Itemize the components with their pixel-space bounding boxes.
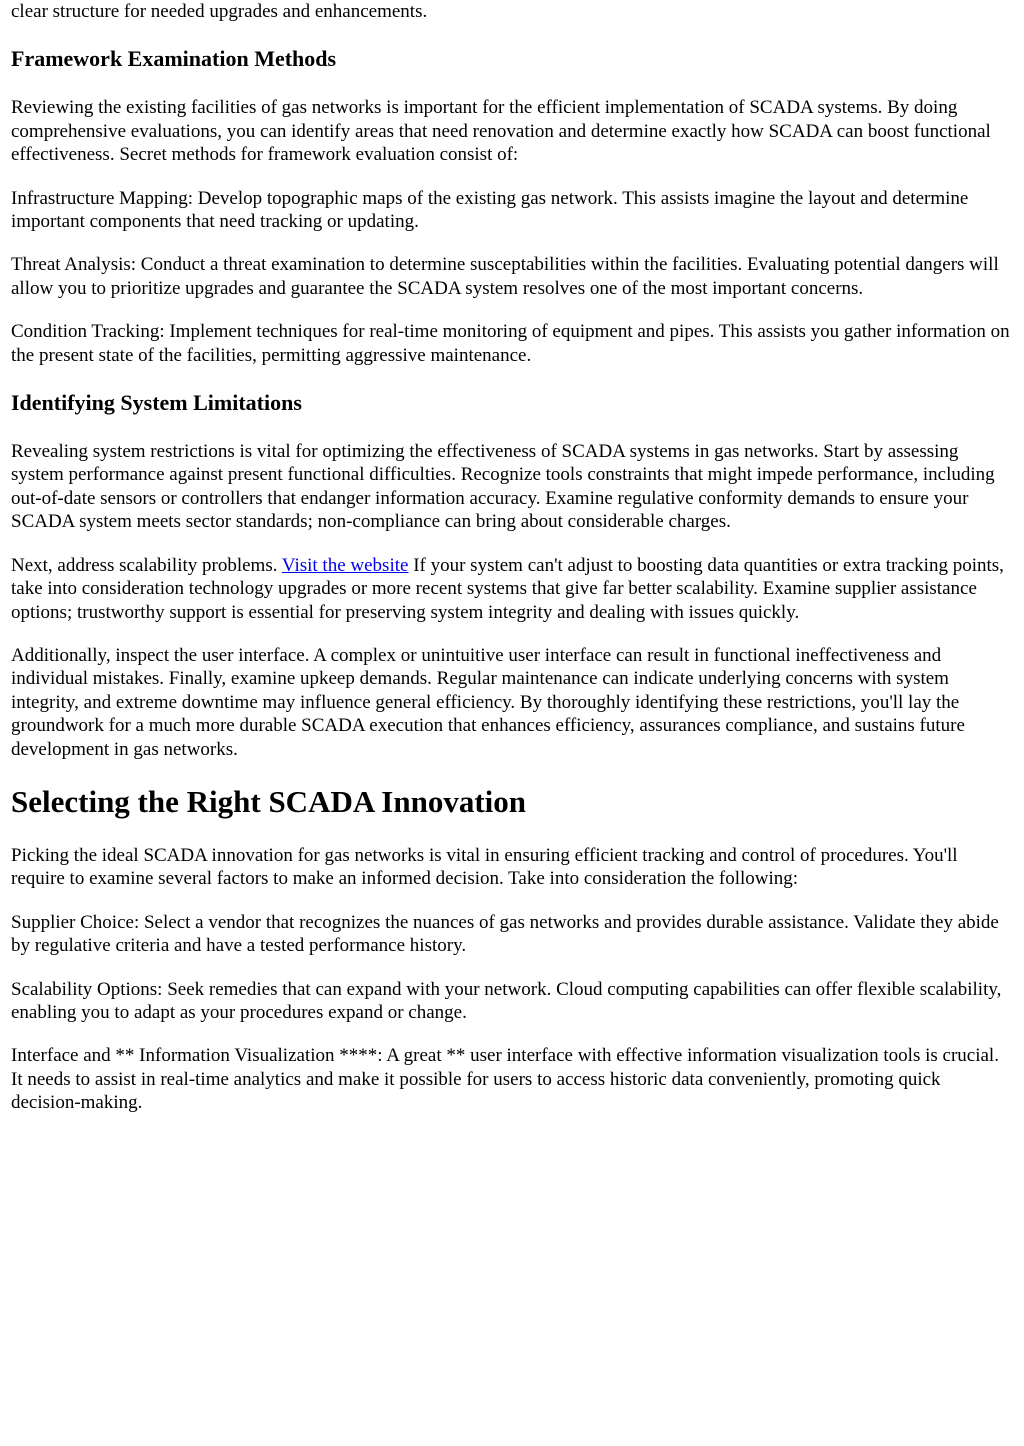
selecting-intro-paragraph: Picking the ideal SCADA innovation for gas networks is vital in ensuring efficient tracking and control of procedures. You'll require to examine several factors to make an informed decision. Take into consideration the following:: [11, 844, 958, 890]
scalability-text-after: If your system can't adjust to boosting data quantities or extra tracking points, take into consideration technology upgrades or more recent systems that give far better scalability. Examine supplier assistance options; trustworthy support is essential for preserving system integrity and dealing with issues quickly.: [11, 554, 1004, 623]
visit-website-link[interactable]: Visit the website: [281, 554, 409, 576]
threat-analysis-paragraph: Threat Analysis: Conduct a threat examination to determine susceptabilities within the facilities. Evaluating potential dangers will allow you to prioritize upgrades and guarantee the SCADA system resolves one of the most important concerns.: [11, 254, 999, 299]
scalability-paragraph: [11, 554, 1013, 624]
infrastructure-mapping-paragraph: Infrastructure Mapping: Develop topographic maps of the existing gas network. This assists imagine the layout and determine important components that need tracking or updating.: [11, 187, 969, 233]
framework-intro-paragraph: Reviewing the existing facilities of gas networks is important for the efficient implementation of SCADA systems. By doing comprehensive evaluations, you can identify areas that need renovation and determine exactly how SCADA can boost functional effectiveness. Secret methods for framework evaluation consist of:: [11, 97, 991, 166]
intro-tail-paragraph: clear structure for needed upgrades and enhancements.: [11, 1, 428, 22]
scalability-options-paragraph: Scalability Options: Seek remedies that can expand with your network. Cloud computing capabilities can offer flexible scalability, enabling you to adapt as your procedures expand or change.: [11, 978, 1002, 1023]
user-interface-paragraph: Additionally, inspect the user interface. A complex or unintuitive user interface can result in functional ineffectiveness and individual mistakes. Finally, examine upkeep demands. Regular maintenance can indicate underlying concerns with system integrity, and extreme downtime may influence general efficiency. By thoroughly identifying these restrictions, you'll lay the groundwork for a much more durable SCADA execution that enhances efficiency, assurances compliance, and sustains future development in gas networks.: [11, 644, 965, 760]
condition-tracking-paragraph: Condition Tracking: Implement techniques for real-time monitoring of equipment and pipes. This assists you gather information on the present state of the facilities, permitting aggressive maintenance.: [11, 321, 1010, 366]
section-heading-system-limitations: Identifying System Limitations: [11, 390, 302, 416]
section-heading-framework-examination: Framework Examination Methods: [11, 46, 337, 72]
section-heading-selecting-scada: Selecting the Right SCADA Innovation: [11, 783, 526, 819]
scalability-text-before: Next, address scalability problems.: [11, 554, 282, 576]
limitations-intro-paragraph: Revealing system restrictions is vital for optimizing the effectiveness of SCADA systems in gas networks. Start by assessing system performance against present functional difficulties. Recognize tools constraints that might impede performance, including out-of-date sensors or controllers that endanger information accuracy. Examine regulative conformity demands to ensure your SCADA system meets sector standards; non-compliance can bring about considerable charges.: [11, 441, 995, 533]
supplier-choice-paragraph: Supplier Choice: Select a vendor that recognizes the nuances of gas networks and provides durable assistance. Validate they abide by regulative criteria and have a tested performance history.: [11, 911, 999, 957]
interface-visualization-paragraph: Interface and ** Information Visualization ****: A great ** user interface with effective information visualization tools is crucial. It needs to assist in real-time analytics and make it possible for users to access historic data conveniently, promoting quick decision-making.: [11, 1045, 999, 1114]
